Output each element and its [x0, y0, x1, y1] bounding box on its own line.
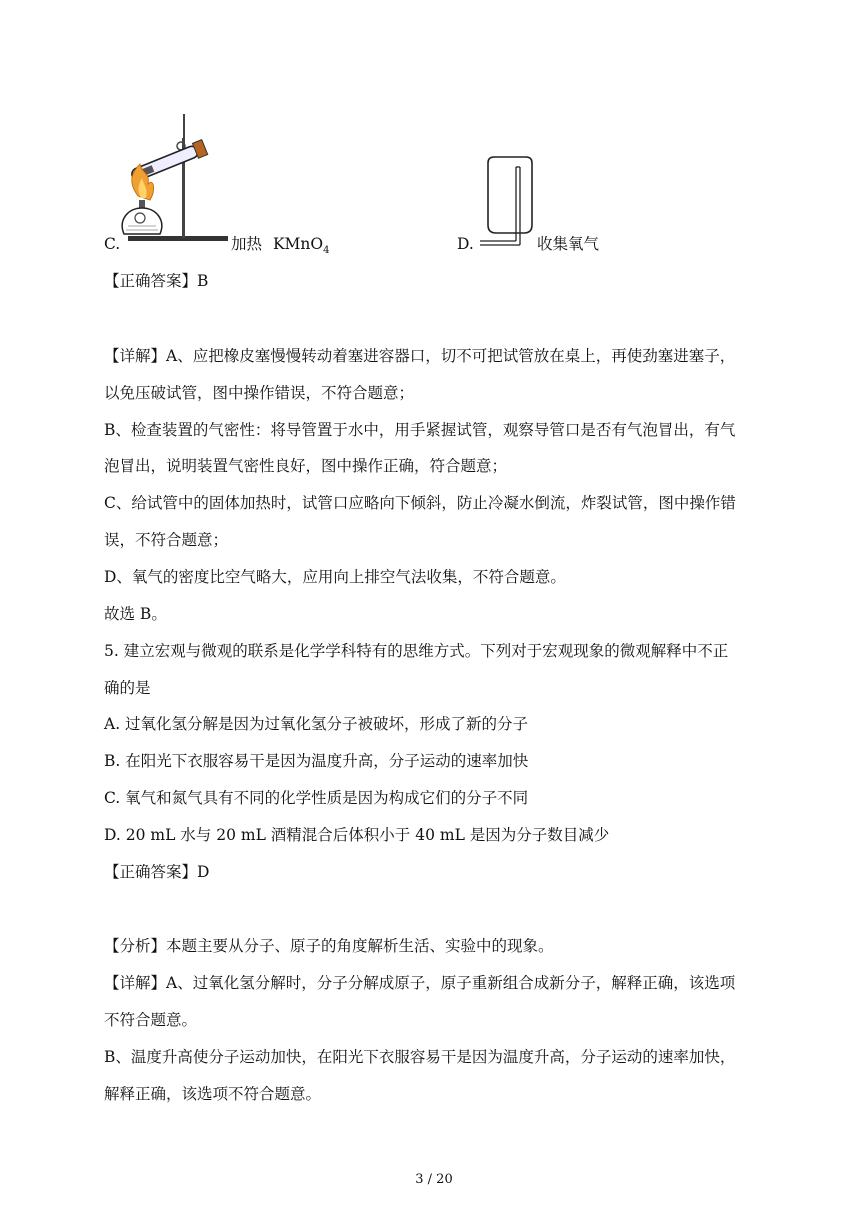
gas-jar-icon	[478, 155, 538, 250]
q5-option-b: B. 在阳光下衣服容易干是因为温度升高，分子运动的速率加快	[104, 752, 529, 770]
q5-option-c: C. 氧气和氮气具有不同的化学性质是因为构成它们的分子不同	[104, 789, 529, 807]
q4-detail-line: C、给试管中的固体加热时，试管口应略向下倾斜，防止冷凝水倒流，炸裂试管，图中操作错	[104, 494, 736, 512]
q5-detail-line: B、温度升高使分子运动加快，在阳光下衣服容易干是因为温度升高，分子运动的速率加快，	[104, 1048, 736, 1066]
figure-c-caption	[231, 233, 329, 262]
q4-detail-line: 【详解】A、应把橡皮塞慢慢转动着塞进容器口，切不可把试管放在桌上，再使劲塞进塞子，	[104, 347, 736, 365]
q5-stem-line: 确的是	[104, 679, 151, 697]
figure-c-letter: C.	[104, 235, 121, 253]
q4-detail-line: 以免压破试管，图中操作错误，不符合题意；	[104, 384, 415, 402]
q5-detail-line: 解释正确，该选项不符合题意。	[104, 1085, 322, 1103]
q4-answer: 【正确答案】B	[104, 272, 209, 290]
q4-detail-line: D、氧气的密度比空气略大，应用向上排空气法收集，不符合题意。	[104, 568, 566, 586]
q5-stem-line: 5. 建立宏观与微观的联系是化学学科特有的思维方式。下列对于宏观现象的微观解释中不正	[104, 642, 729, 660]
figure-d-caption: 收集氧气	[537, 235, 600, 253]
figure-c-formula: KMnO	[272, 235, 324, 253]
figure-d-letter: D.	[457, 235, 474, 253]
q4-detail-line: 误，不符合题意；	[104, 531, 229, 549]
figure-d-gas-collection	[478, 155, 538, 250]
q5-answer: 【正确答案】D	[104, 863, 210, 881]
figure-c-caption-text: 加热	[231, 235, 263, 253]
q5-option-a: A. 过氧化氢分解是因为过氧化氢分子被破坏，形成了新的分子	[104, 715, 529, 733]
q5-option-d: D. 20 mL 水与 20 mL 酒精混合后体积小于 40 mL 是因为分子数目减少	[104, 826, 610, 844]
q5-detail-line: 【详解】A、过氧化氢分解时，分子分解成原子，原子重新组合成新分子，解释正确，该选项	[104, 974, 736, 992]
figure-c-heating-apparatus	[118, 108, 228, 248]
heating-apparatus-icon	[118, 108, 228, 248]
page-number: 3 / 20	[415, 1172, 453, 1187]
q4-detail-line: 泡冒出，说明装置气密性良好，图中操作正确，符合题意；	[104, 457, 508, 475]
q5-detail-line: 不符合题意。	[104, 1011, 198, 1029]
q4-detail-line: B、检查装置的气密性：将导管置于水中，用手紧握试管，观察导管口是否有气泡冒出，有气	[104, 421, 736, 439]
q4-conclusion: 故选 B。	[104, 605, 167, 623]
figure-c-formula-subscript: 4	[323, 245, 330, 257]
q5-analysis: 【分析】本题主要从分子、原子的角度解析生活、实验中的现象。	[104, 937, 554, 955]
